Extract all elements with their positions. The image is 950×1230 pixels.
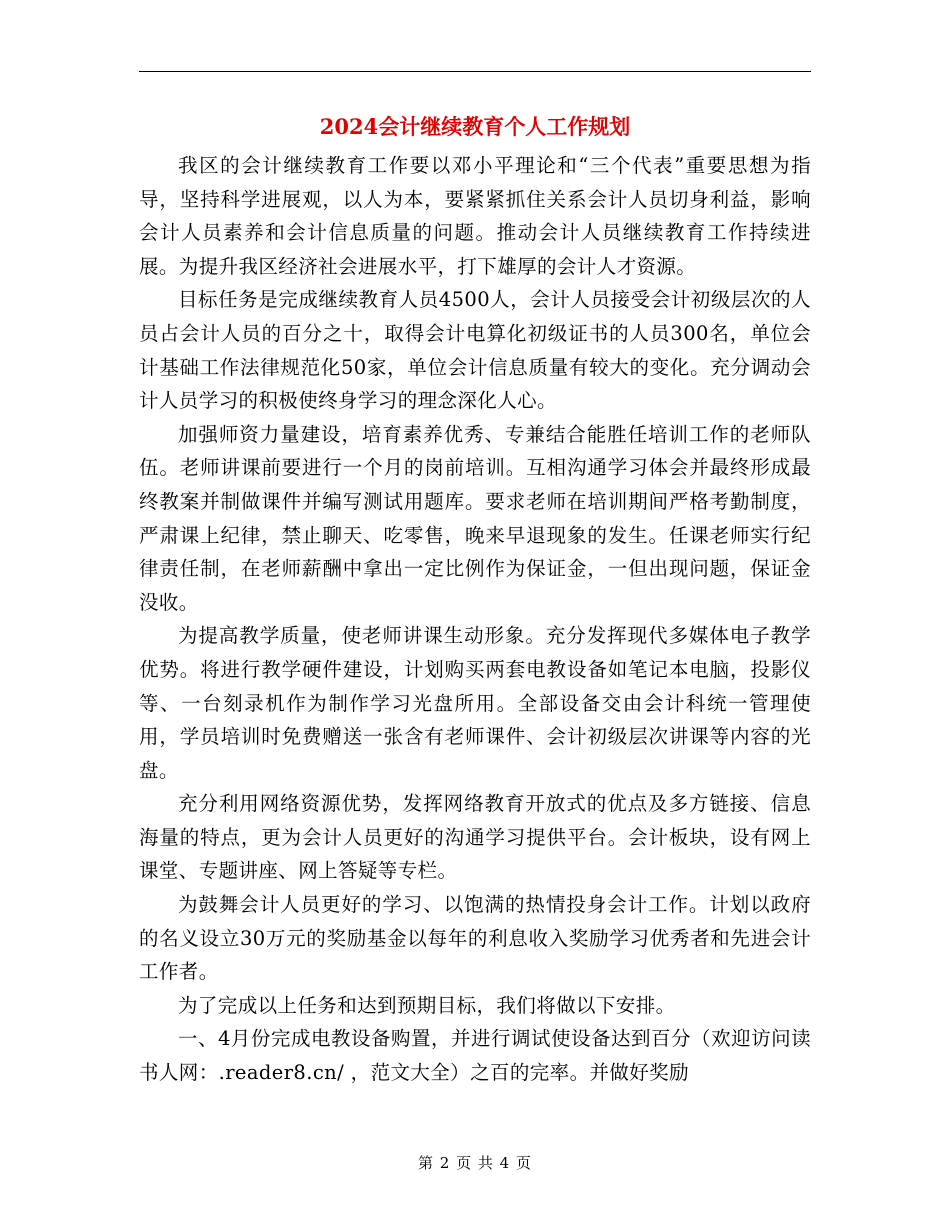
document-body bbox=[139, 149, 811, 1090]
paragraph: 为鼓舞会计人员更好的学习、以饱满的热情投身会计工作。计划以政府的名义设立30万元的奖励基金以每年的利息收入奖励学习优秀者和先进会计工作者。 bbox=[139, 893, 811, 984]
paragraph: 一、4月份完成电教设备购置，并进行调试使设备达到百分（欢迎访问读书人网：.reader8.cn/ ，范文大全）之百的完率。并做好奖励 bbox=[139, 1027, 811, 1085]
paragraph: 目标任务是完成继续教育人员4500人，会计人员接受会计初级层次的人员占会计人员的百分之十，取得会计电算化初级证书的人员300名，单位会计基础工作法律规范化50家，单位会计信息质量有较大的变化。充分调动会计人员学习的积极使终身学习的理念深化人心。 bbox=[139, 288, 811, 413]
paragraph: 为了完成以上任务和达到预期目标，我们将做以下安排。 bbox=[178, 993, 676, 1017]
paragraph: 充分利用网络资源优势，发挥网络教育开放式的优点及多方链接、信息海量的特点，更为会计人员更好的沟通学习提供平台。会计板块，设有网上课堂、专题讲座、网上答疑等专栏。 bbox=[139, 792, 811, 883]
header-rule bbox=[139, 71, 811, 72]
page-number-footer: 第 2 页 共 4 页 bbox=[418, 1154, 532, 1172]
paragraph: 我区的会计继续教育工作要以邓小平理论和“三个代表”重要思想为指导，坚持科学进展观，以人为本，要紧紧抓住关系会计人员切身利益，影响会计人员素养和会计信息质量的问题。推动会计人员继续教育工作持续进展。为提升我区经济社会进展水平，打下雄厚的会计人才资源。 bbox=[139, 154, 811, 278]
document-title: 2024会计继续教育个人工作规划 bbox=[319, 114, 631, 139]
paragraph: 为提高教学质量，使老师讲课生动形象。充分发挥现代多媒体电子教学优势。将进行教学硬件建设，计划购买两套电教设备如笔记本电脑，投影仪等、一台刻录机作为制作学习光盘所用。全部设备交由会计科统一管理使用，学员培训时免费赠送一张含有老师课件、会计初级层次讲课等内容的光盘。 bbox=[139, 624, 811, 782]
paragraph: 加强师资力量建设，培育素养优秀、专兼结合能胜任培训工作的老师队伍。老师讲课前要进行一个月的岗前培训。互相沟通学习体会并最终形成最终教案并制做课件并编写测试用题库。要求老师在培训期间严格考勤制度，严肃课上纪律，禁止聊天、吃零售，晚来早退现象的发生。任课老师实行纪律责任制，在老师薪酬中拿出一定比例作为保证金，一但出现问题，保证金没收。 bbox=[139, 422, 811, 614]
